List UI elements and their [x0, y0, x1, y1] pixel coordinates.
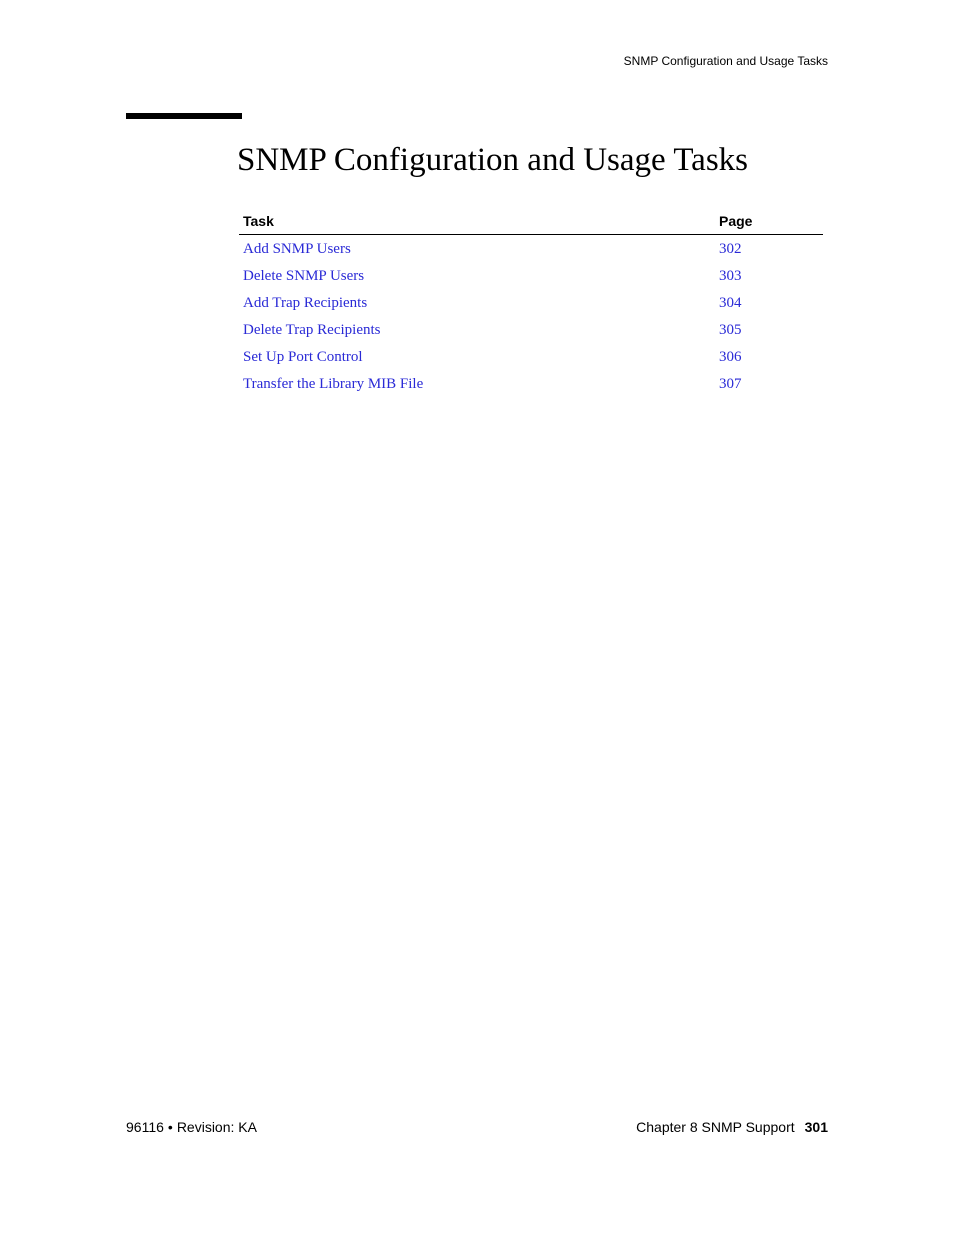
table-row	[239, 263, 823, 290]
task-link-transfer-library-mib-file[interactable]: Transfer the Library MIB File	[243, 376, 424, 392]
page-link-delete-trap-recipients[interactable]: 305	[719, 322, 742, 338]
revision-label: Revision: KA	[176, 1119, 257, 1135]
table-row	[239, 317, 823, 344]
running-header: SNMP Configuration and Usage Tasks	[623, 54, 828, 68]
table-row	[239, 235, 823, 264]
footer-doc-info	[126, 1118, 257, 1136]
task-link-add-trap-recipients[interactable]: Add Trap Recipients	[243, 295, 368, 311]
page-link-delete-snmp-users[interactable]: 303	[719, 268, 742, 284]
page-link-add-snmp-users[interactable]: 302	[719, 241, 742, 257]
task-link-delete-trap-recipients[interactable]: Delete Trap Recipients	[243, 322, 381, 338]
task-link-add-snmp-users[interactable]: Add SNMP Users	[243, 241, 351, 257]
page-link-set-up-port-control[interactable]: 306	[719, 349, 742, 365]
column-header-task: Task	[239, 208, 715, 235]
page-link-transfer-library-mib-file[interactable]: 307	[719, 376, 742, 392]
page-number: 301	[804, 1119, 828, 1135]
chapter-rule-bar	[126, 113, 242, 119]
bullet-separator: •	[167, 1119, 173, 1135]
page-link-add-trap-recipients[interactable]: 304	[719, 295, 742, 311]
footer-chapter-info	[636, 1118, 828, 1136]
task-link-delete-snmp-users[interactable]: Delete SNMP Users	[243, 268, 365, 284]
table-row	[239, 344, 823, 371]
table-row	[239, 290, 823, 317]
column-header-page: Page	[715, 208, 823, 235]
doc-number: 96116	[126, 1119, 164, 1135]
chapter-label: Chapter 8 SNMP Support	[636, 1119, 795, 1135]
task-link-set-up-port-control[interactable]: Set Up Port Control	[243, 349, 363, 365]
table-header-row	[239, 208, 823, 235]
page-title: SNMP Configuration and Usage Tasks	[237, 142, 749, 178]
table-row	[239, 371, 823, 398]
task-table	[239, 208, 823, 398]
